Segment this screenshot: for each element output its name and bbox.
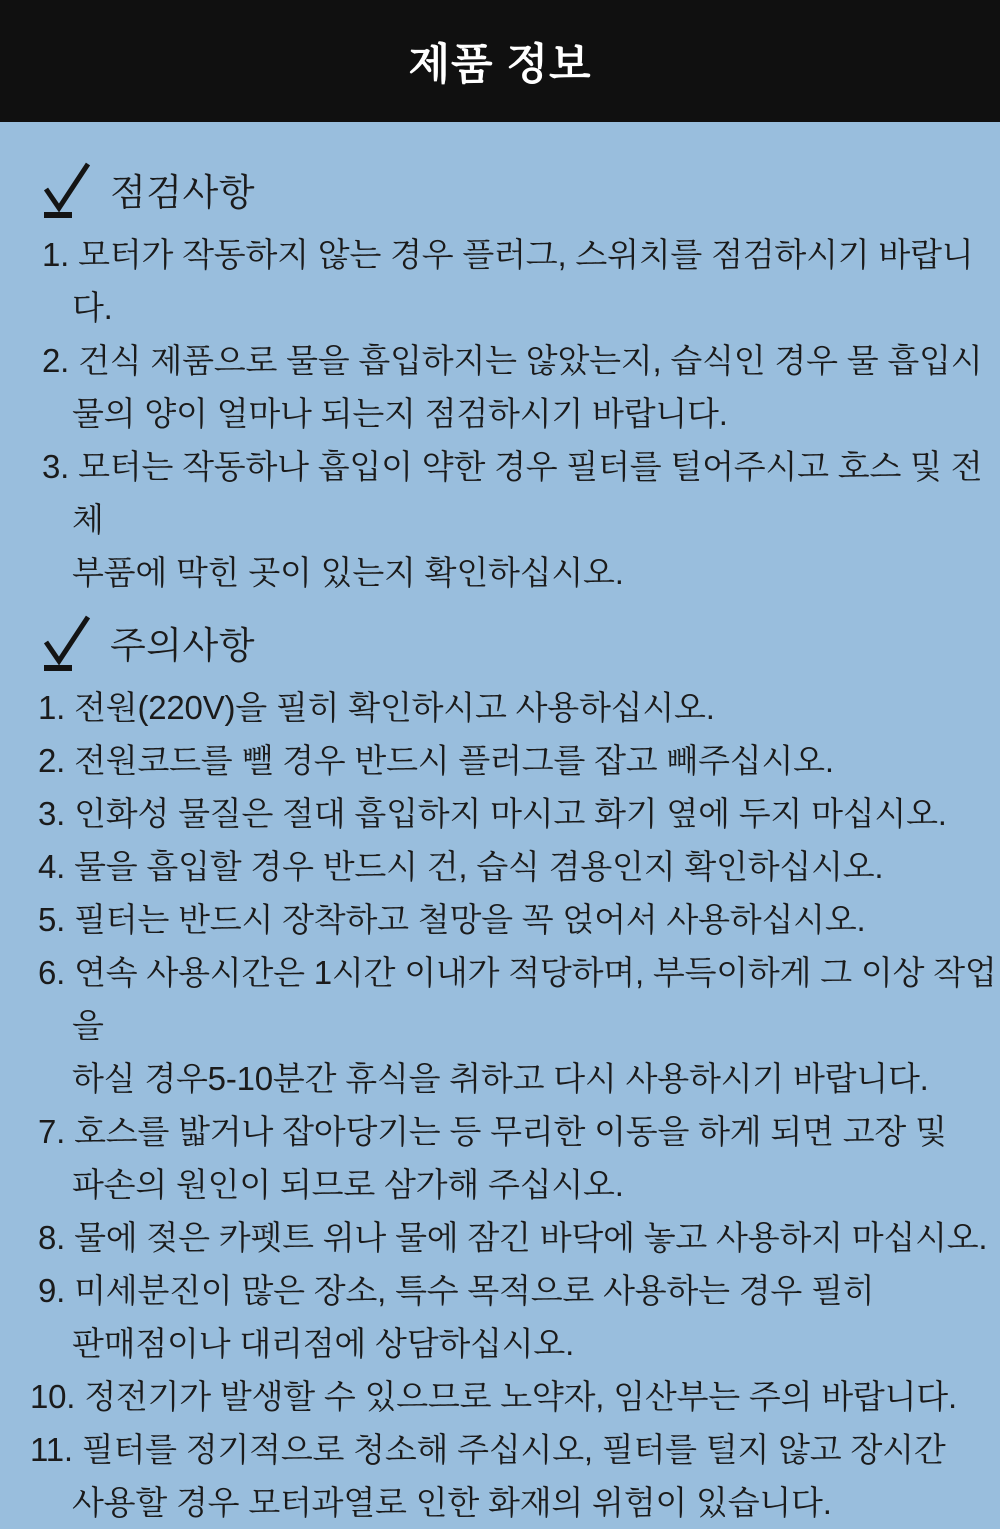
page-title: 제품 정보 [408,40,592,89]
list-item: 11. 필터를 정기적으로 청소해 주십시오, 필터를 털지 않고 장시간 사용할 경우 모터과열로 인한 화재의 위험이 있습니다. [30,1431,946,1521]
list-item: 2. 전원코드를 뺄 경우 반드시 플러그를 잡고 빼주십시오. [38,742,834,779]
check-icon [40,159,94,219]
title-bar [0,0,1000,122]
list-item: 7. 호스를 밟거나 잡아당기는 등 무리한 이동을 하게 되면 고장 및 파손의 원인이 되므로 삼가해 주십시오. [38,1113,947,1203]
inspection-section-title: 점검사항 [110,172,255,213]
caution-list [0,681,1000,1529]
list-item: 1. 모터가 작동하지 않는 경우 플러그, 스위치를 점검하시기 바랍니다. [42,236,974,326]
list-item: 2. 건식 제품으로 물을 흡입하지는 않았는지, 습식인 경우 물 흡입시 물의 양이 얼마나 되는지 점검하시기 바랍니다. [42,342,983,432]
list-item: 5. 필터는 반드시 장착하고 철망을 꼭 얹어서 사용하십시오. [38,901,866,938]
caution-section-title: 주의사항 [110,625,255,666]
list-item: 3. 모터는 작동하나 흡입이 약한 경우 필터를 털어주시고 호스 및 전체 부품에 막힌 곳이 있는지 확인하십시오. [42,448,983,591]
list-item: 8. 물에 젖은 카펫트 위나 물에 잠긴 바닥에 놓고 사용하지 마십시오. [38,1219,988,1256]
check-icon [40,612,94,672]
inspection-section-heading [40,158,1000,220]
list-item: 9. 미세분진이 많은 장소, 특수 목적으로 사용하는 경우 필히 판매점이나 대리점에 상담하십시오. [38,1272,875,1362]
caution-section-heading [40,611,1000,673]
list-item: 3. 인화성 물질은 절대 흡입하지 마시고 화기 옆에 두지 마십시오. [38,795,947,832]
list-item: 4. 물을 흡입할 경우 반드시 건, 습식 겸용인지 확인하십시오. [38,848,884,885]
content-area [0,158,1000,1529]
list-item: 6. 연속 사용시간은 1시간 이내가 적당하며, 부득이하게 그 이상 작업을 하실 경우5-10분간 휴식을 취하고 다시 사용하시기 바랍니다. [38,954,997,1097]
list-item: 10. 정전기가 발생할 수 있으므로 노약자, 임산부는 주의 바랍니다. [30,1378,957,1415]
list-item: 1. 전원(220V)을 필히 확인하시고 사용하십시오. [38,689,715,726]
inspection-list [0,228,1000,599]
